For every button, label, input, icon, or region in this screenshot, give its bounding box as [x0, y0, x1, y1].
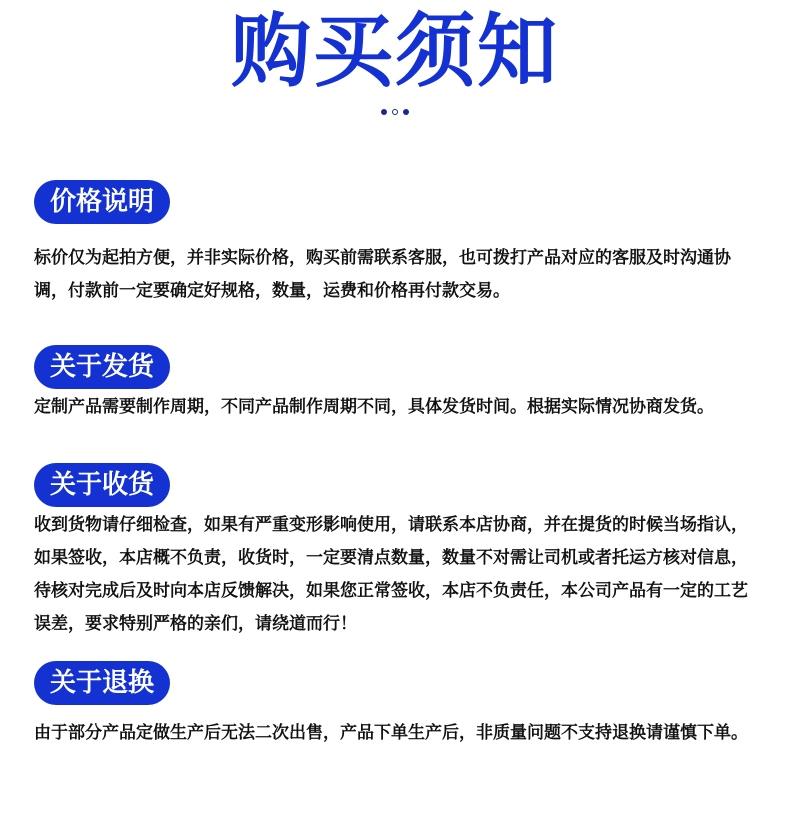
section-label-returns: 关于退换 [34, 661, 170, 705]
section-label-price: 价格说明 [34, 180, 170, 224]
decorative-dots [0, 109, 790, 115]
page-title: 购买须知 [231, 5, 559, 98]
dot-icon [381, 109, 387, 115]
section-text-receiving: 收到货物请仔细检查，如果有严重变形影响使用，请联系本店协商，并在提货的时候当场指认，如果签收，本店概不负责，收货时，一定要清点数量，数量不对需让司机或者托运方核对信息，待核对完成后及时向本店反馈解决，如果您正常签收，本店不负责任，本公司产品有一定的工艺误差，要求特别严格的亲们，请绕道而行！ [34, 515, 748, 634]
section-text-shipping: 定制产品需要制作周期，不同产品制作周期不同，具体发货时间。根据实际情况协商发货。 [34, 397, 714, 417]
section-label-shipping: 关于发货 [34, 345, 170, 389]
section-text-price: 标价仅为起拍方便，并非实际价格，购买前需联系客服，也可拨打产品对应的客服及时沟通协调，付款前一定要确定好规格，数量，运费和价格再付款交易。 [34, 248, 731, 301]
section-label-receiving: 关于收货 [34, 463, 170, 507]
dot-outline-icon [392, 109, 398, 115]
section-text-returns: 由于部分产品定做生产后无法二次出售，产品下单生产后，非质量问题不支持退换请谨慎下单。 [34, 723, 748, 743]
dot-icon [403, 109, 409, 115]
